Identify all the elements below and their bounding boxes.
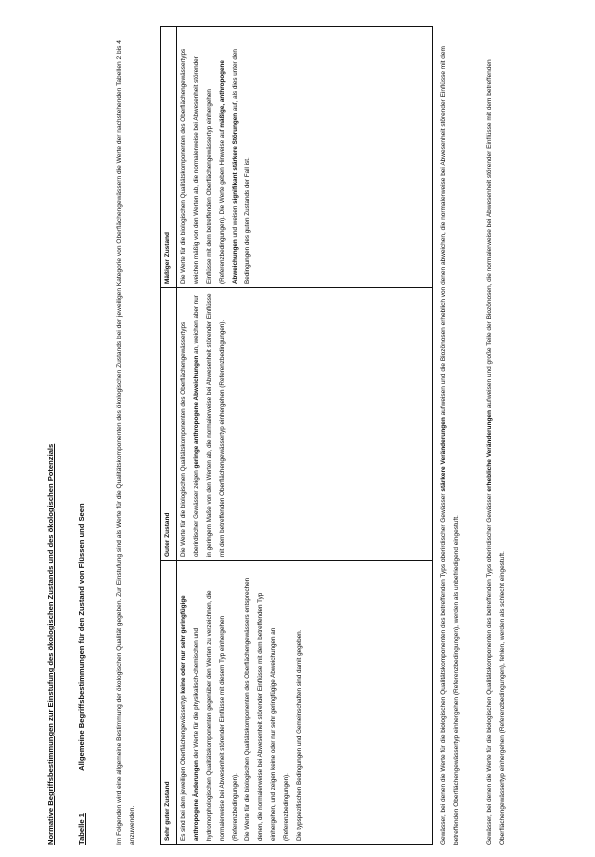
good-text-2: an, weichen aber nur in geringem Maße von den Werten ab, die normalerweise bei Abwesenheit störender Einflüsse mit dem betreffenden Oberflächengewässertyp einhergehen (Referenzbedingungen). [192,293,226,557]
footer1-before: Gewässer, bei denen die Werte für die biologischen Qualitätskomponenten des betreffenden Typs oberirdischer Gewässer [440,491,447,845]
good-bold-1: geringe anthropogene Abweichungen [192,355,200,469]
footer-bad [483,25,509,845]
very-good-para2: Die Werte für die biologischen Qualitätskomponenten des Oberflächengewässers entsprechen denen, die normalerweise bei Abwesenheit störender Einflüsse mit dem betreffenden Typ einhergehen, und zeigen keine oder nur sehr geringfügige Abweichungen an (Referenzbedingungen). [244,577,291,841]
moderate-text-1: Die Werte für die biologischen Qualitätskomponenten des Oberflächengewässertyps weichen mäßig von den Werten ab, die normalerweise bei Abwesenheit störender Einflüsse mit dem betreffenden Oberflächengewässertyp einhergehen (Referenzbedingungen). Die Werte geben Hinweise auf [179,48,226,284]
header-moderate: Mäßiger Zustand [161,27,177,288]
moderate-bold-1: mäßige, anthropogene Abweichungen [218,60,239,284]
header-good: Guter Zustand [161,288,177,561]
header-very-good: Sehr guter Zustand [161,561,177,845]
very-good-text-1: Es sind bei dem jeweiligen Oberflächengewässertyp [179,693,187,841]
good-para1 [178,291,230,557]
intro-paragraph: Im Folgenden wird eine allgemeine Bestimmung der ökologischen Qualität gegeben. Zur Einstufung sind als Werte für die Qualitätskomponenten des ökologischen Zustands bei der jeweiligen Kategorie von Oberflächengewässern die Werte der nachstehenden Tabellen 2 bis 4 anzuwenden. [116,40,136,845]
table-label: Tabelle 1 [77,813,86,845]
very-good-para1 [178,564,243,841]
status-table [160,26,433,845]
very-good-para3: Die typspezifischen Bedingungen und Gemeinschaften sind damit gegeben. [296,629,304,841]
very-good-text-2: der Werte für die physikalisch-chemischen und hydromorphologischen Qualitätskomponenten gegenüber den Werten zu verzeichnen, die normalerweise bei Abwesenheit störender Einflüsse mit diesem Typ einhergehen (Referenzbedingungen). [192,590,239,841]
cell-very-good [176,561,432,845]
footer2-bold: erhebliche Veränderungen [486,409,493,492]
table-header-row [161,27,177,845]
footer1-after: aufweisen und die Biozönosen erheblich von denen abweichen, die normalerweise bei Abwesenheit störender Einflüsse mit dem betreffenden Oberflächengewässertyp einhergehen (Referenzbedingungen), werden als unbefriedigend eingestuft. [440,46,460,845]
very-good-bold-1: keine oder nur sehr geringfügige anthropogene Änderungen [179,595,200,841]
table-caption [77,25,86,845]
footer1-bold: stärkere Veränderungen [440,417,447,492]
moderate-bold-2: signifikant stärkere Störungen [231,112,239,204]
moderate-text-3: auf, als dies unter den Bedingungen des guten Zustands der Fall ist. [231,49,252,284]
footer2-after: aufweisen und große Teile der Biozönosen, die normalerweise bei Abwesenheit störender Einflüsse mit dem betreffenden Oberflächengewässertyp einhergehen (Referenzbedingungen), fehlen, werden als schlecht eingestuft. [486,59,506,845]
table-title: Allgemeine Begriffsbestimmungen für den Zustand von Flüssen und Seen [77,503,86,771]
cell-good [176,288,432,561]
moderate-text-2: und weisen [231,203,239,240]
moderate-para1 [178,30,255,284]
page-heading: Normative Begriffsbestimmungen zur Einstufung des ökologischen Zustands und des ökologischen Potenzials [46,443,55,845]
footer2-before: Gewässer, bei denen die Werte für die biologischen Qualitätskomponenten des betreffenden Typs oberirdischer Gewässer [486,491,493,845]
table-row [176,27,432,845]
cell-moderate [176,27,432,288]
footer-unsatisfactory [437,25,463,845]
good-text-1: Die Werte für die biologischen Qualitätskomponenten des Oberflächengewässertyps oberirdischer Gewässer zeigen [179,321,200,557]
